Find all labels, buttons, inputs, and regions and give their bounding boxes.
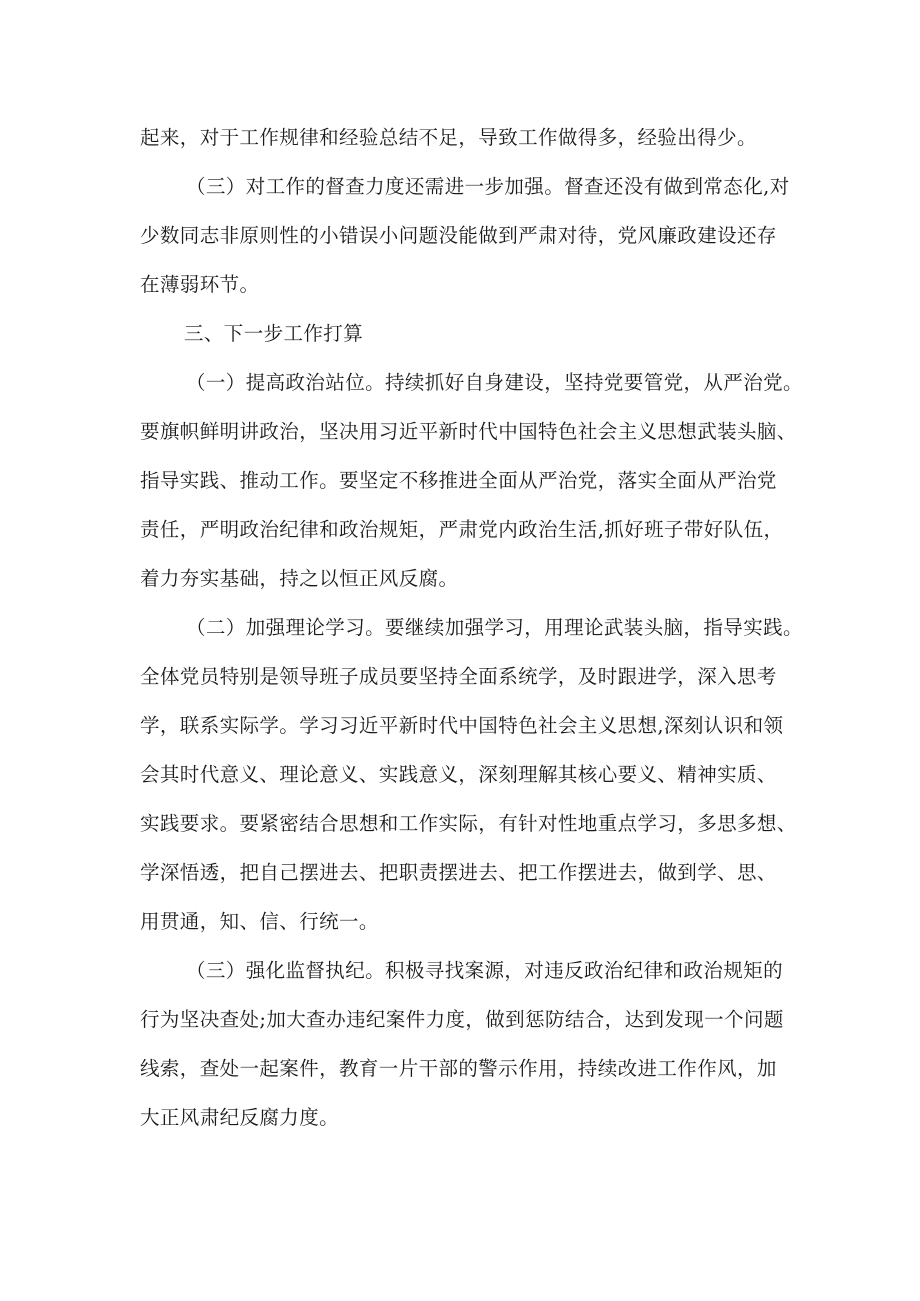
paragraph-line: 大正风肃纪反腐力度。 bbox=[140, 1106, 340, 1129]
paragraph-line: 责任，严明政治纪律和政治规矩，严肃党内政治生活,抓好班子带好队伍， bbox=[140, 518, 784, 541]
paragraph-line: （三）对工作的督查力度还需进一步加强。督查还没有做到常态化,对 bbox=[186, 175, 790, 198]
paragraph-line: 起来，对于工作规律和经验总结不足，导致工作做得多，经验出得少。 bbox=[140, 126, 757, 149]
paragraph-line: 指导实践、推动工作。要坚定不移推进全面从严治党，落实全面从严治党 bbox=[140, 469, 777, 492]
paragraph-line: 实践要求。要紧密结合思想和工作实际，有针对性地重点学习，多思多想、 bbox=[140, 812, 797, 835]
paragraph-line: 线索，查处一起案件，教育一片干部的警示作用，持续改进工作作风，加 bbox=[140, 1057, 777, 1080]
paragraph-line: 会其时代意义、理论意义、实践意义，深刻理解其核心要义、精神实质、 bbox=[140, 763, 777, 786]
paragraph-line: （三）强化监督执纪。积极寻找案源，对违反政治纪律和政治规矩的 bbox=[186, 959, 784, 982]
paragraph-line: 少数同志非原则性的小错误小问题没能做到严肃对待，党风廉政建设还存 bbox=[140, 224, 777, 247]
paragraph-line: 着力夯实基础，持之以恒正风反腐。 bbox=[140, 567, 459, 590]
paragraph-line: 行为坚决查处;加大查办违纪案件力度，做到惩防结合，达到发现一个问题 bbox=[140, 1008, 784, 1031]
paragraph-line: 学深悟透，把自己摆进去、把职责摆进去、把工作摆进去，做到学、思、 bbox=[140, 861, 777, 884]
paragraph-line: 用贯通，知、信、行统一。 bbox=[140, 910, 379, 933]
paragraph-line: （一）提高政治站位。持续抓好自身建设，坚持党要管党，从严治党。 bbox=[186, 371, 803, 394]
paragraph-line: 要旗帜鲜明讲政治，坚决用习近平新时代中国特色社会主义思想武装头脑、 bbox=[140, 420, 797, 443]
paragraph-line: 学，联系实际学。学习习近平新时代中国特色社会主义思想,深刻认识和领 bbox=[140, 714, 784, 737]
section-heading: 三、下一步工作打算 bbox=[184, 322, 364, 345]
paragraph-line: 在薄弱环节。 bbox=[140, 273, 260, 296]
paragraph-line: （二）加强理论学习。要继续加强学习，用理论武装头脑，指导实践。 bbox=[186, 616, 803, 639]
paragraph-line: 全体党员特别是领导班子成员要坚持全面系统学，及时跟进学，深入思考 bbox=[140, 665, 777, 688]
